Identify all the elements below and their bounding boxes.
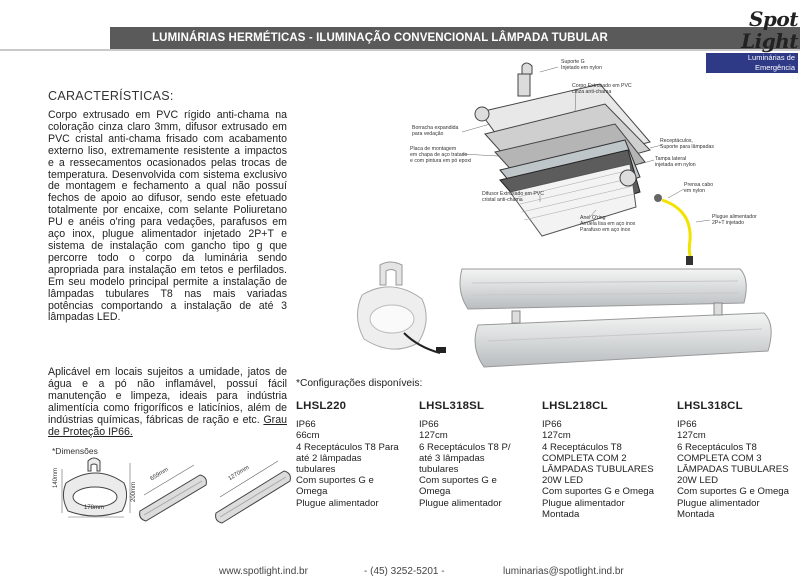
dimensions-label: *Dimensões [52,446,98,456]
config-line: 20W LED [542,475,584,487]
config-model-name: LHSL318CL [677,400,743,412]
footer-website-link[interactable]: www.spotlight.ind.br [219,566,308,577]
config-line: Omega [419,486,451,498]
config-line: Montada [677,508,715,520]
dim-height-2: 200mm [131,481,137,502]
config-line: 66cm [296,430,320,442]
callout-mounting-plate: Placa de montagem em chapa de aço tratado e com pintura em pó epoxi [410,146,472,164]
config-model-name: LHSL218CL [542,400,608,412]
footer-email-link[interactable]: luminarias@spotlight.ind.br [503,566,624,577]
dimensions-drawing [48,455,293,527]
end-cap-photo [357,262,446,353]
config-line: Com suportes G e Omega [542,486,654,498]
callout-plug: Plugue alimentador 2P+T injetado [712,214,757,226]
application-text: Aplicável em locais sujeitos a umidade, jatos de água e a pó não inflamável, possuí fácil manutenção e limpeza, ideais para indústria alimentícia como frigoríficos e laticínios, além de indústrias químicas, fábricas de ração e etc. [48,366,287,426]
side-view-1 [140,475,207,521]
config-line: 4 Receptáculos T8 [542,441,622,453]
config-line: Com suportes G e Omega [677,486,789,498]
luminaire-photo-2 [475,303,771,367]
config-col-3 [542,401,654,520]
logo-tagline: Luminárias de Emergência [706,53,798,73]
config-col-4 [677,401,789,520]
config-col-2 [419,401,511,509]
header-divider [0,49,800,51]
config-line: Omega [296,486,328,498]
config-line: 127cm [542,430,571,442]
config-model-name: LHSL318SL [419,400,485,412]
callout-receptacles: Receptáculos, Suporte para lâmpadas [660,138,714,150]
config-line: Plugue alimentador [296,497,379,509]
config-line: LÂMPADAS TUBULARES [677,464,789,476]
config-line: até 3 lâmpadas [419,452,485,464]
callout-support-g: Suporte G Injetado em nylon [561,59,602,71]
config-line: 127cm [419,430,448,442]
section-title: CARACTERÍSTICAS: [48,89,174,103]
product-photos [352,255,792,375]
logo-wordmark: Spot Light [741,7,798,53]
config-line: IP66 [677,419,697,431]
config-line: 6 Receptáculos T8 P/ [419,441,511,453]
config-line: 20W LED [677,475,719,487]
config-line: tubulares [419,464,459,476]
dim-length-short: 659mm [149,466,170,483]
config-line: 6 Receptáculos T8 [677,441,757,453]
config-line: LÂMPADAS TUBULARES [542,464,654,476]
callout-gasket: Borracha expandida para vedação [412,125,459,137]
callout-end-cap: Tampa lateral injetada em nylon [655,156,696,168]
side-view-2 [216,471,291,523]
config-line: até 2 lâmpadas [296,452,362,464]
config-line: 127cm [677,430,706,442]
config-line: Com suportes G e [419,475,497,487]
config-line: COMPLETA COM 2 [542,452,627,464]
luminaire-body [475,84,650,236]
callout-diffuser: Difusor Extrusado em PVC cristal anti-chama [482,191,544,203]
configurations-title: *Configurações disponíveis: [296,378,423,389]
config-line: tubulares [296,464,336,476]
footer-phone: - (45) 3252-5201 - [364,566,445,577]
application-paragraph [48,367,287,438]
config-line: IP66 [542,419,562,431]
config-line: Plugue alimentador [542,497,625,509]
dim-height-1: 140mm [53,467,59,488]
dim-width: 178mm [84,505,105,511]
config-line: IP66 [419,419,439,431]
callout-oring: Anel O'ring Arruela lisa em aço inox Parafuso em aço inox [580,215,636,233]
callout-cable-gland: Prensa cabo em nylon [684,182,714,194]
luminaire-photo-1 [460,269,746,309]
config-line: Plugue alimentador [677,497,760,509]
config-col-1 [296,401,399,509]
dim-length-long: 1270mm [227,464,251,483]
config-line: Com suportes G e [296,475,374,487]
config-line: COMPLETA COM 3 [677,452,762,464]
protection-grade-link[interactable]: Grau de Proteção IP66. [48,413,287,438]
description-paragraph: Corpo extrusado em PVC rígido anti-chama na coloração cinza claro 3mm, difusor extrusado em PVC cristal anti-chama frisado com acabamento externo liso, extremamente resistente a impactos e a ressecamentos ocasionados pelas trocas de temperatura. Desenvolvida com sistema exclusivo de montagem e fechamento a qual não possuí fechos de apoio ao difusor, sendo este efetuado totalmente por encaixe, com selante Poliuretano PU e anéis o'ring para vedações, parafusos em aço inox, plugue alimentador injetado 2P+T e sistema de instalação com gancho tipo g que percorre todo o corpo da luminária sendo apropriada para instalação em tetos e perfilados. Em seu modelo principal permite a instalação de lâmpadas tubulares T8 nas mais variadas potências comportando a instalação de até 3 lâmpadas LED. [48,109,287,324]
power-cable [662,200,692,262]
config-line: Plugue alimentador [419,497,502,509]
config-line: 4 Receptáculos T8 Para [296,441,399,453]
callout-body: Corpo Extrusado em PVC cinza anti-chama [572,83,632,95]
config-line: Montada [542,508,580,520]
page-title: LUMINÁRIAS HERMÉTICAS - ILUMINAÇÃO CONVENCIONAL LÂMPADA TUBULAR [152,32,608,44]
config-line: IP66 [296,419,316,431]
config-model-name: LHSL220 [296,400,347,412]
